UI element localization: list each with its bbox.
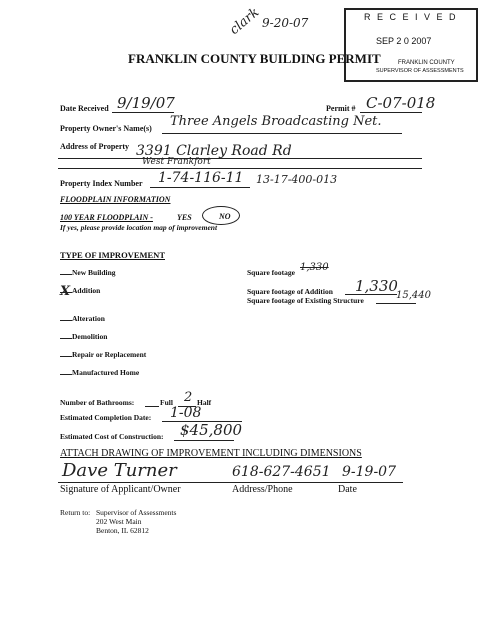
page-title: FRANKLIN COUNTY BUILDING PERMIT [128, 51, 381, 66]
signature-label: Signature of Applicant/Owner [60, 484, 181, 495]
completion-value: 1-08 [170, 405, 202, 421]
address-line1: 3391 Clarley Road Rd [136, 143, 292, 159]
flood-question: 100 YEAR FLOODPLAIN - [60, 213, 153, 222]
attach-heading: ATTACH DRAWING OF IMPROVEMENT INCLUDING DIMENSIONS [60, 448, 362, 459]
option-alteration: Alteration [60, 314, 105, 323]
option-addition: X Addition [60, 284, 101, 299]
date-label: Date [338, 484, 357, 495]
address-line2: West Frankfort [142, 157, 211, 167]
stamp-line2: SUPERVISOR OF ASSESSMENTS [376, 68, 464, 74]
signature-value: Dave Turner [62, 460, 177, 481]
permit-line [360, 112, 422, 113]
signature-date-value: 9-19-07 [342, 464, 396, 480]
stamp-header: R E C E I V E D [364, 12, 458, 22]
return-to-line1: Supervisor of Assessments [96, 508, 177, 517]
owner-line [162, 133, 402, 134]
stamp-line1: FRANKLIN COUNTY [398, 60, 455, 66]
flood-heading: FLOODPLAIN INFORMATION [60, 195, 171, 204]
flood-yes: YES [177, 213, 192, 222]
flood-no: NO [219, 212, 231, 221]
sqft-existing-line [376, 303, 416, 304]
option-demolition: Demolition [60, 332, 107, 341]
sqft-value: 1,330 [300, 262, 329, 273]
sqft-addition-value: 1,330 [355, 277, 398, 295]
sqft-addition-label: Square footage of Addition [247, 287, 333, 296]
annotation-initials: clark [227, 5, 263, 38]
option-manufactured-home: Manufactured Home [60, 368, 139, 377]
flood-note: If yes, please provide location map of improvement [60, 223, 218, 232]
address-line-2 [58, 168, 422, 169]
address-phone-label: Address/Phone [232, 484, 293, 495]
return-to-line3: Benton, IL 62812 [96, 526, 149, 535]
pin-value-1: 1-74-116-11 [158, 170, 244, 186]
bathrooms-half: Half [197, 398, 212, 407]
return-to-line2: 202 West Main [96, 517, 142, 526]
permit-value: C-07-018 [366, 94, 436, 112]
completion-label: Estimated Completion Date: [60, 413, 152, 422]
cost-value: $45,800 [180, 421, 243, 439]
pin-value-2: 13-17-400-013 [256, 173, 338, 186]
sqft-label: Square footage [247, 268, 295, 277]
cost-label: Estimated Cost of Construction: [60, 432, 164, 441]
stamp-date: SEP 2 0 2007 [376, 36, 432, 46]
signature-line [58, 482, 403, 483]
address-label: Address of Property [60, 142, 130, 151]
bathrooms-label: Number of Bathrooms: [60, 398, 135, 407]
cost-line [174, 440, 234, 441]
sqft-existing-value: 15,440 [396, 290, 431, 301]
annotation-date: 9-20-07 [262, 16, 309, 30]
option-repair: Repair or Replacement [60, 350, 146, 359]
improvement-heading: TYPE OF IMPROVEMENT [60, 250, 165, 260]
bathrooms-half-value: 2 [184, 390, 193, 405]
received-stamp [344, 8, 478, 82]
option-new-building: New Building [60, 268, 116, 277]
owner-value: Three Angels Broadcasting Net. [170, 114, 382, 129]
date-received-line [112, 112, 174, 113]
return-to-label: Return to: [60, 508, 91, 517]
sqft-existing-label: Square footage of Existing Structure [247, 296, 364, 305]
date-received-value: 9/19/07 [117, 94, 175, 112]
phone-value: 618-627-4651 [232, 464, 331, 480]
bathrooms-full-line [145, 406, 159, 407]
date-received-label: Date Received [60, 104, 109, 113]
bathrooms-full: Full [160, 398, 173, 407]
pin-label: Property Index Number [60, 179, 143, 188]
owner-label: Property Owner's Name(s) [60, 124, 152, 133]
permit-label: Permit # [326, 104, 356, 113]
pin-line [150, 187, 250, 188]
address-line-1 [58, 158, 422, 159]
addition-check-mark: X [60, 284, 71, 299]
sqft-addition-line [345, 294, 397, 295]
